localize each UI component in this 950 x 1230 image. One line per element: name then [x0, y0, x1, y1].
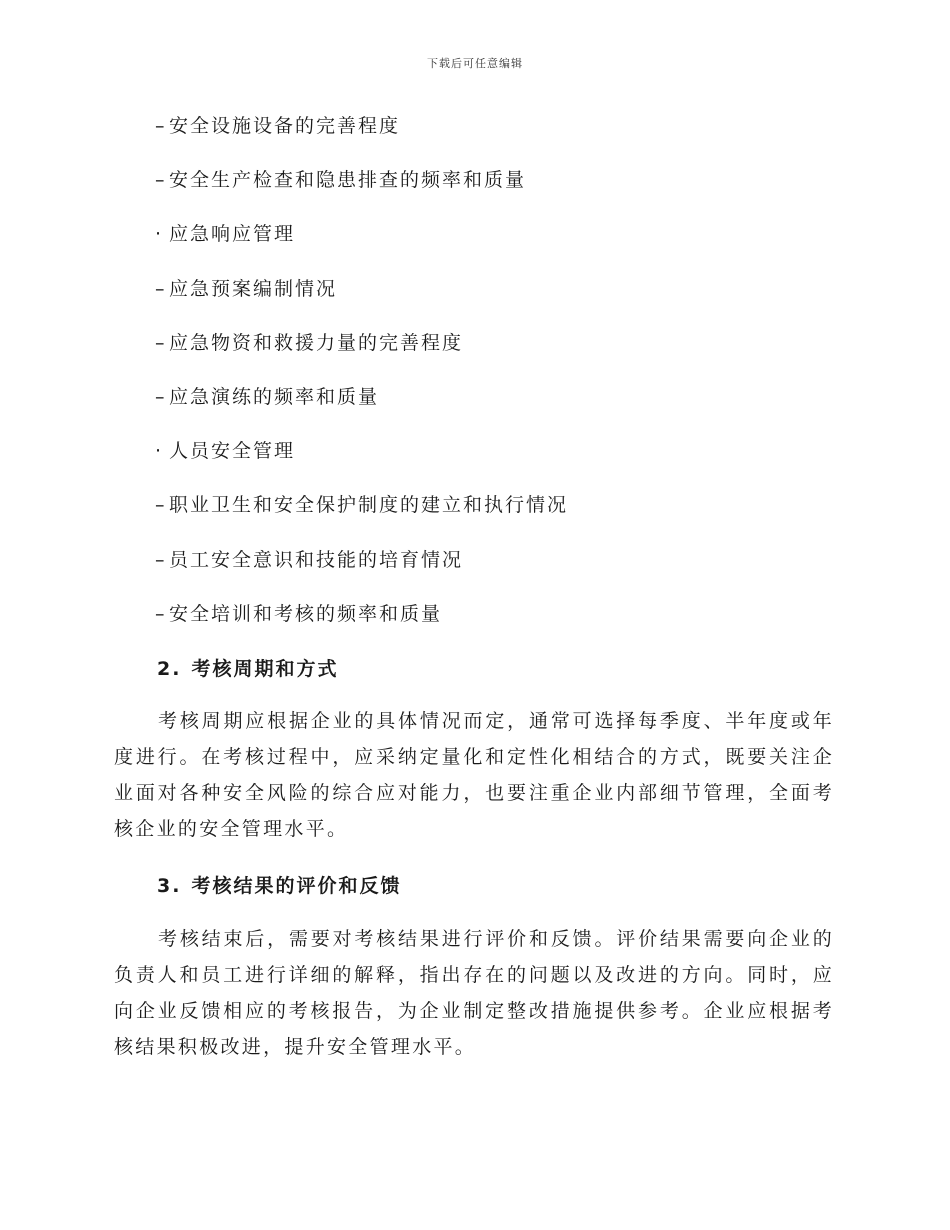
- list-marker: –: [155, 169, 167, 191]
- list-item-text: 职业卫生和安全保护制度的建立和执行情况: [169, 494, 569, 516]
- list-item: [155, 439, 295, 463]
- list-item-text: 安全设施设备的完善程度: [169, 115, 401, 137]
- list-marker: –: [155, 549, 167, 571]
- list-item: [155, 602, 442, 626]
- list-marker: –: [155, 386, 167, 408]
- list-marker: –: [155, 332, 167, 354]
- list-item: [155, 493, 568, 517]
- header-note: 下载后可任意编辑: [427, 57, 523, 70]
- list-item-text: 人员安全管理: [169, 440, 296, 462]
- list-item-text: 应急演练的频率和质量: [169, 386, 380, 408]
- list-item: [155, 548, 463, 572]
- list-item-text: 应急预案编制情况: [169, 278, 338, 300]
- list-item: [155, 222, 295, 246]
- list-marker: –: [155, 603, 167, 625]
- list-item-text: 应急响应管理: [169, 223, 296, 245]
- list-item: [155, 114, 400, 138]
- list-item-text: 安全培训和考核的频率和质量: [169, 603, 443, 625]
- list-marker: ·: [155, 440, 164, 462]
- list-marker: ·: [155, 223, 164, 245]
- list-marker: –: [155, 115, 167, 137]
- section-2-paragraph: 考核周期应根据企业的具体情况而定，通常可选择每季度、半年度或年度进行。在考核过程中，应采纳定量化和定性化相结合的方式，既要关注企业面对各种安全风险的综合应对能力，也要注重企业内部细节管理，全面考核企业的安全管理水平。: [114, 710, 834, 840]
- section-number: 3.: [157, 875, 182, 897]
- list-item: [155, 168, 526, 192]
- list-item: [155, 331, 463, 355]
- section-title: 考核结果的评价和反馈: [191, 875, 402, 897]
- section-number: 2.: [157, 658, 182, 680]
- list-item: [155, 385, 379, 409]
- list-item-text: 应急物资和救援力量的完善程度: [169, 332, 464, 354]
- section-3-heading: [157, 874, 401, 898]
- section-title: 考核周期和方式: [191, 658, 339, 680]
- section-3-paragraph: 考核结束后，需要对考核结果进行评价和反馈。评价结果需要向企业的负责人和员工进行详细的解释，指出存在的问题以及改进的方向。同时，应向企业反馈相应的考核报告，为企业制定整改措施提供参考。企业应根据考核结果积极改进，提升安全管理水平。: [114, 928, 834, 1058]
- list-item: [155, 277, 337, 301]
- list-marker: –: [155, 278, 167, 300]
- list-item-text: 员工安全意识和技能的培育情况: [169, 549, 464, 571]
- section-2-heading: [157, 657, 338, 681]
- list-marker: –: [155, 494, 167, 516]
- list-item-text: 安全生产检查和隐患排查的频率和质量: [169, 169, 527, 191]
